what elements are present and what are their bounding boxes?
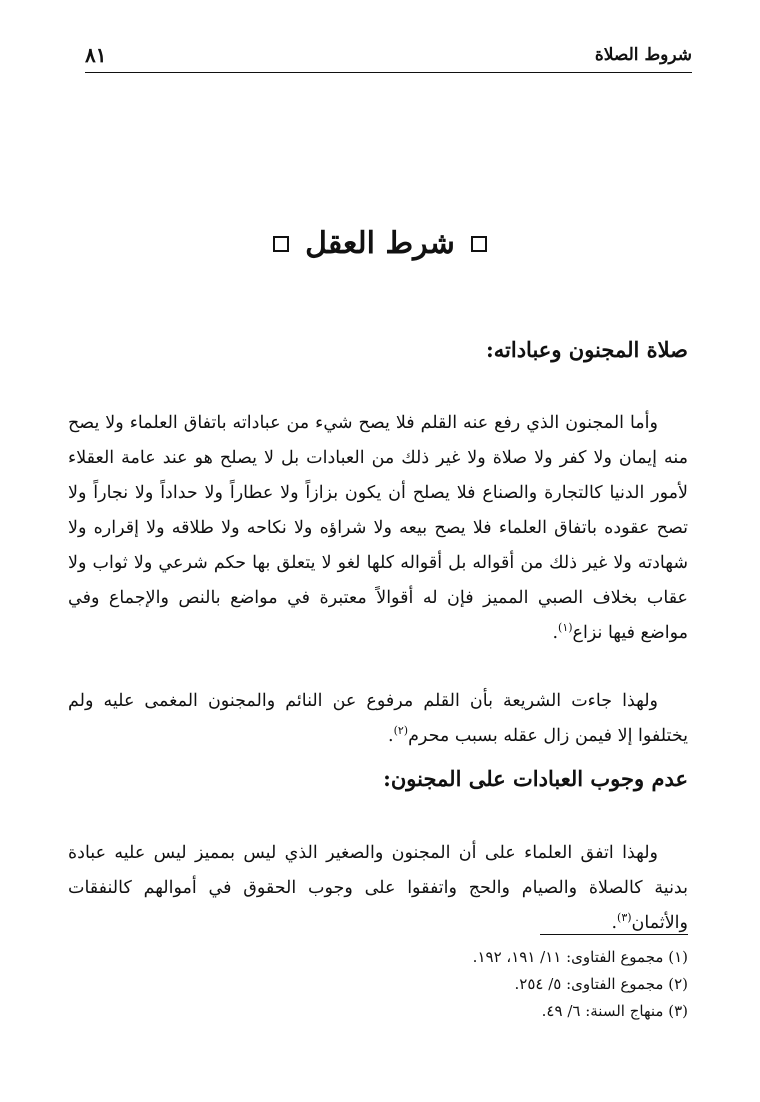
- paragraph-end: .: [552, 622, 559, 643]
- paragraph-text: ولهذا اتفق العلماء على أن المجنون والصغير الذي ليس بمميز ليس عليه عبادة بدنية كالصلاة والصيام والحج واتفقوا على وجوب الحقوق في أموالهم كالنفقات والأثمان: [68, 842, 688, 933]
- paragraph-end: .: [611, 912, 618, 933]
- chapter-title: شرط العقل: [305, 226, 455, 261]
- footnote-ref-1: (١): [558, 620, 573, 634]
- section-heading-no-obligation: عدم وجوب العبادات على المجنون:: [383, 766, 688, 791]
- footnote-ref-2: (٢): [393, 723, 409, 737]
- paragraph-sharia-pen-lifted: [68, 684, 688, 754]
- chapter-heading: [0, 226, 760, 261]
- section-heading-insane-prayer: صلاة المجنون وعباداته:: [486, 337, 688, 362]
- paragraph-end: .: [388, 725, 394, 746]
- square-ornament-icon: [471, 236, 487, 252]
- footnote-ref-3: (٣): [617, 910, 632, 924]
- footnote-divider: [540, 934, 688, 935]
- running-title: شروط الصلاة: [594, 45, 692, 65]
- page-number: ٨١: [85, 43, 107, 67]
- footnote-2: (٢) مجموع الفتاوى: ٥/ ٢٥٤.: [514, 975, 688, 993]
- running-header: [85, 38, 692, 73]
- footnotes: [68, 944, 688, 1025]
- paragraph-insane-worship: [68, 406, 688, 651]
- footnote-3: (٣) منهاج السنة: ٦/ ٤٩.: [541, 1002, 688, 1020]
- paragraph-text: ولهذا جاءت الشريعة بأن القلم مرفوع عن النائم والمجنون المغمى عليه ولم يختلفوا إلا فيمن زال عقله بسبب محرم: [68, 690, 688, 746]
- square-ornament-icon: [273, 236, 289, 252]
- paragraph-scholars-agreement: [68, 836, 688, 941]
- paragraph-text: وأما المجنون الذي رفع عنه القلم فلا يصح شيء من عباداته باتفاق العلماء ولا يصح منه إيمان ولا كفر ولا صلاة ولا غير ذلك من العبادات بل لا يصلح هو عند عامة العقلاء لأمور الدنيا كالتجارة والصناع فلا يصلح أن يكون بزازاً ولا عطاراً ولا حداداً ولا نجاراً ولا تصح عقوده باتفاق العلماء فلا يصح بيعه ولا شراؤه ولا نكاحه ولا طلاقه ولا إقراره ولا شهادته ولا غير ذلك من أقواله بل أقواله كلها لغو لا يتعلق بها حكم شرعي ولا ثواب ولا عقاب بخلاف الصبي المميز فإن له أقوالاً معتبرة في مواضع بالنص والإجماع وفي مواضع فيها نزاع: [68, 412, 688, 643]
- footnote-1: (١) مجموع الفتاوى: ١١/ ١٩١، ١٩٢.: [472, 948, 688, 966]
